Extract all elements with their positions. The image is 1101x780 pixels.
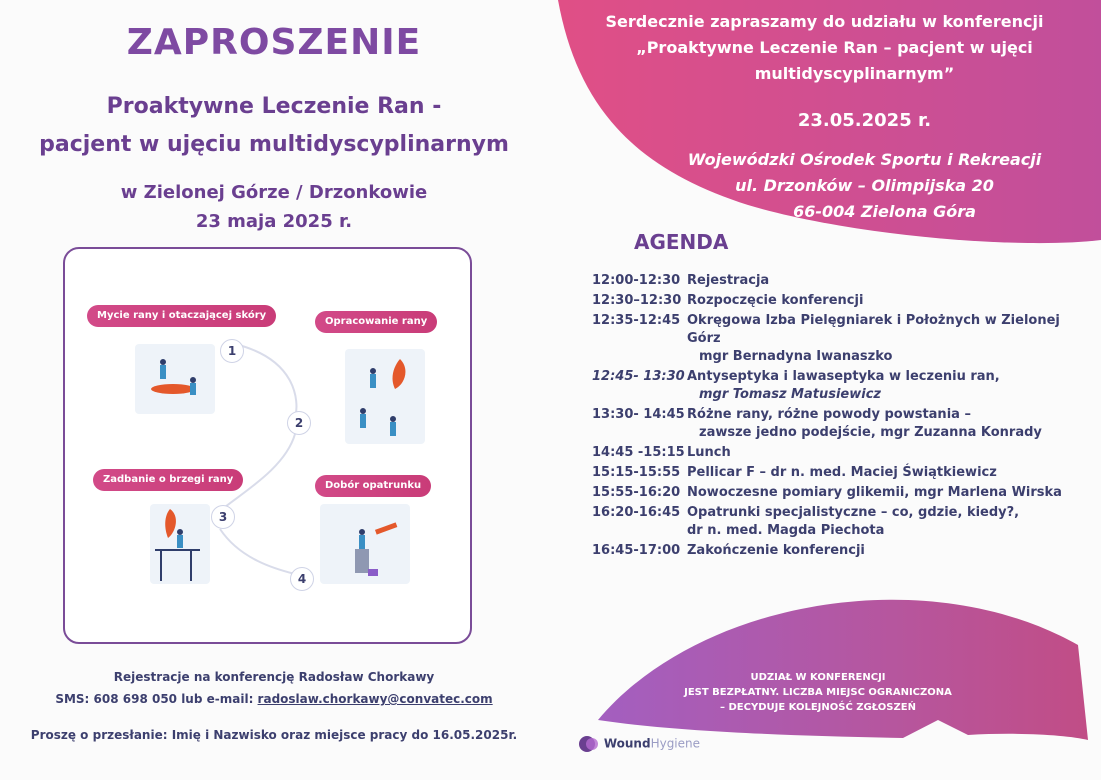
agenda-item-cont xyxy=(592,424,1097,442)
subtitle-line-2: pacjent w ujęciu multidyscyplinarnym xyxy=(39,132,509,157)
venue-line-1: Wojewódzki Ośrodek Sportu i Rekreacji xyxy=(687,150,1042,169)
agenda-title: AGENDA xyxy=(634,230,729,254)
step-2-label: Opracowanie rany xyxy=(315,311,437,333)
agenda-item xyxy=(592,484,1097,502)
agenda-item-cont xyxy=(592,386,1097,404)
invitation-left-panel xyxy=(0,0,548,780)
agenda-desc: Nowoczesne pomiary glikemii, mgr Marlena Wirska xyxy=(687,485,1062,500)
agenda-time: 13:30- 14:45 xyxy=(592,407,685,422)
agenda-time: 16:20-16:45 xyxy=(592,505,681,520)
invitation-title: ZAPROSZENIE xyxy=(126,22,422,63)
agenda-desc: Różne rany, różne powody powstania – xyxy=(687,407,971,422)
agenda-desc: Pellicar F – dr n. med. Maciej Świątkiewicz xyxy=(687,465,997,480)
step-3-number: 3 xyxy=(211,505,235,529)
agenda-desc: Rozpoczęcie konferencji xyxy=(687,293,864,308)
agenda-desc: Okręgowa Izba Pielęgniarek i Położnych w Zielonej Górz xyxy=(687,313,1060,346)
place-and-date xyxy=(0,178,548,236)
scaffold-worker-icon xyxy=(150,504,210,584)
agenda-time: 16:45-17:00 xyxy=(592,543,681,558)
email-link[interactable]: radoslaw.chorkawy@convatec.com xyxy=(257,692,493,706)
note-line-1: UDZIAŁ W KONFERENCJI xyxy=(750,672,886,683)
note-line-2: JEST BEZPŁATNY. LICZBA MIEJSC OGRANICZONA xyxy=(684,687,952,698)
agenda-desc-2: zawsze jedno podejście, mgr Zuzanna Konrady xyxy=(699,425,1042,440)
step-1-label: Mycie rany i otaczającej skóry xyxy=(87,305,276,327)
wound-hygiene-logo-icon xyxy=(578,735,600,753)
registration-request-line: Proszę o przesłanie: Imię i Nazwisko oraz miejsce pracy do 16.05.2025r. xyxy=(30,728,518,742)
dressing-worker-icon xyxy=(320,504,410,584)
step-1-number: 1 xyxy=(220,339,244,363)
agenda-desc-2: dr n. med. Magda Piechota xyxy=(687,523,885,538)
agenda-list xyxy=(592,272,1097,560)
cleaning-workers-icon xyxy=(135,344,215,414)
invite-line-2: „Proaktywne Leczenie Ran – pacjent w ujęci xyxy=(636,38,1033,57)
dressing-illustration xyxy=(320,504,410,584)
free-participation-note xyxy=(668,670,968,715)
agenda-item xyxy=(592,444,1097,462)
agenda-desc: Rejestracja xyxy=(687,273,770,288)
agenda-desc: Lunch xyxy=(687,445,731,460)
agenda-item xyxy=(592,312,1097,348)
agenda-desc: Opatrunki specjalistyczne – co, gdzie, kiedy?, xyxy=(687,505,1020,520)
agenda-desc-2: mgr Tomasz Matusiewicz xyxy=(699,387,881,402)
note-line-3: – DECYDUJE KOLEJNOŚĆ ZGŁOSZEŃ xyxy=(720,702,916,713)
agenda-time: 12:45- 13:30 xyxy=(592,369,685,384)
wound-hygiene-steps-diagram xyxy=(63,247,472,644)
debridement-workers-icon xyxy=(345,349,425,444)
agenda-desc: Antyseptyka i lawaseptyka w leczeniu ran, xyxy=(687,369,1000,384)
registration-contact-line xyxy=(0,692,548,706)
agenda-item-cont xyxy=(592,522,1097,540)
agenda-desc-2: mgr Bernadyna Iwanaszko xyxy=(699,349,893,364)
sms-text: SMS: 608 698 050 lub e-mail: xyxy=(55,692,258,706)
agenda-item xyxy=(592,504,1097,522)
agenda-item xyxy=(592,464,1097,482)
venue-line-3: 66-004 Zielona Góra xyxy=(793,202,976,221)
agenda-item xyxy=(592,272,1097,290)
brand-word-1: Wound xyxy=(603,736,651,751)
invite-line-3: multidyscyplinarnym” xyxy=(754,64,955,83)
agenda-desc: Zakończenie konferencji xyxy=(687,543,865,558)
conference-subtitle xyxy=(0,88,548,164)
subtitle-line-1: Proaktywne Leczenie Ran - xyxy=(106,94,442,119)
step-2-number: 2 xyxy=(287,411,311,435)
step-4-label: Dobór opatrunku xyxy=(315,475,431,497)
place-line: w Zielonej Górze / Drzonkowie xyxy=(120,182,428,203)
agenda-item xyxy=(592,368,1097,386)
wound-edge-illustration xyxy=(150,504,210,584)
registration-info-line: Rejestracje na konferencję Radosław Chorkawy xyxy=(113,670,435,684)
agenda-time: 15:15-15:55 xyxy=(592,465,681,480)
date-line: 23 maja 2025 r. xyxy=(195,211,353,232)
venue-line-2: ul. Drzonków – Olimpijska 20 xyxy=(735,176,994,195)
footer-gradient-shape xyxy=(548,560,1101,760)
brand-word-2: Hygiene xyxy=(650,736,701,751)
agenda-item xyxy=(592,406,1097,424)
agenda-time: 15:55-16:20 xyxy=(592,485,681,500)
agenda-time: 14:45 -15:15 xyxy=(592,445,685,460)
agenda-item xyxy=(592,292,1097,310)
cleaning-illustration xyxy=(135,344,215,414)
agenda-item xyxy=(592,542,1097,560)
debridement-illustration xyxy=(345,349,425,444)
wound-hygiene-logo xyxy=(578,735,700,753)
step-3-label: Zadbanie o brzegi rany xyxy=(93,469,243,491)
agenda-time: 12:30–12:30 xyxy=(592,293,682,308)
step-4-number: 4 xyxy=(290,567,314,591)
agenda-time: 12:00-12:30 xyxy=(592,273,681,288)
invite-line-1: Serdecznie zapraszamy do udziału w konferencji xyxy=(605,12,1044,31)
agenda-time: 12:35-12:45 xyxy=(592,313,681,328)
conference-date: 23.05.2025 r. xyxy=(797,110,932,131)
agenda-item-cont xyxy=(592,348,1097,366)
invitation-right-panel xyxy=(548,0,1101,780)
